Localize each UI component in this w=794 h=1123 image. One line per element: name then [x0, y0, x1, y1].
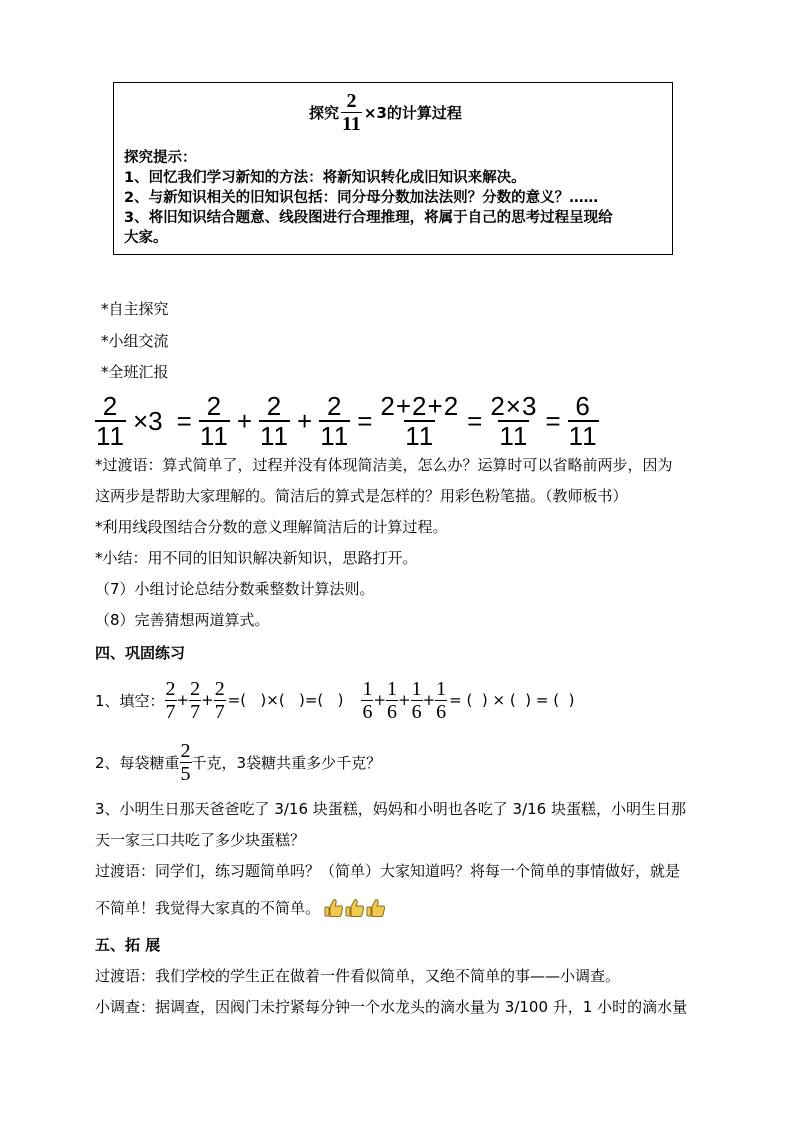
- question-3a: 3、小明生日那天爸爸吃了 3/16 块蛋糕，妈妈和小明也各吃了 3/16 块蛋糕，小明生日那: [95, 800, 686, 818]
- item-7: （7）小组讨论总结分数乘整数计算法则。: [95, 580, 375, 598]
- equals-sign: =: [545, 405, 561, 436]
- q1a-fraction: [214, 679, 226, 722]
- hint-1: 1、回忆我们学习新知的方法：将新知识转化成旧知识来解决。: [124, 170, 526, 186]
- thumbs-up-group: [324, 898, 386, 918]
- hint-title: 探究提示：: [124, 150, 197, 166]
- fraction-denominator: 11: [260, 421, 290, 451]
- fraction-numerator: 2×3: [490, 391, 538, 421]
- formula-fraction-3: [259, 393, 290, 449]
- q2-fraction: [180, 741, 192, 784]
- section-5-heading: 五、拓 展: [95, 936, 161, 954]
- formula-fraction-4: [319, 393, 350, 449]
- q1a-fraction: [189, 679, 201, 722]
- q1b-fraction: [411, 679, 423, 722]
- survey-text: 小调查：据调查，因阀门未拧紧每分钟一个水龙头的滴水量为 3/100 升，1 小时的滴水量: [95, 998, 688, 1016]
- item-8: （8）完善猜想两道算式。: [95, 611, 270, 629]
- fraction-denominator: 7: [190, 700, 201, 723]
- fraction-denominator: 5: [180, 762, 191, 785]
- fraction-numerator: 2: [326, 391, 343, 421]
- fraction-numerator: 2: [206, 391, 223, 421]
- plus-sign: +: [201, 691, 214, 709]
- equals-sign: =: [467, 405, 483, 436]
- fraction-numerator: 2: [165, 677, 176, 700]
- formula-fraction-5: [379, 393, 460, 449]
- fraction-denominator: 11: [96, 421, 125, 451]
- plus-sign: +: [236, 405, 253, 436]
- equals-sign: =: [357, 405, 373, 436]
- box-title-fraction: [341, 91, 362, 134]
- fraction-numerator: 2: [180, 739, 191, 762]
- plus-sign: +: [422, 691, 436, 709]
- fraction-numerator: 2: [266, 391, 283, 421]
- exploration-box: [113, 82, 673, 255]
- q1b-blanks: = ( ) × ( ) = ( ): [449, 691, 575, 709]
- fraction-numerator: 2: [190, 677, 201, 700]
- fraction-denominator: 6: [411, 700, 422, 723]
- transition-2b: 不简单！我觉得大家真的不简单。: [95, 899, 321, 917]
- fraction-numerator: 2: [102, 391, 119, 421]
- line-segment-note: *利用线段图结合分数的意义理解简洁后的计算过程。: [95, 518, 448, 536]
- plus-sign: +: [373, 691, 387, 709]
- transition-1b: 这两步是帮助大家理解的。简洁后的算式是怎样的？用彩色粉笔描。（教师板书）: [95, 487, 628, 505]
- section-5-transition: 过渡语：我们学校的学生正在做着一件看似简单，又绝不简单的事——小调查。: [95, 967, 621, 985]
- q1a-fraction: [165, 679, 177, 722]
- step-self-explore: *自主探究: [101, 300, 169, 318]
- multiplication-formula: [95, 391, 599, 451]
- plus-sign: +: [297, 405, 313, 436]
- hint-3b: 大家。: [124, 230, 168, 246]
- section-4-heading: 四、巩固练习: [95, 644, 186, 662]
- fraction-denominator: 11: [499, 421, 529, 451]
- fraction-numerator: 2+2+2: [380, 391, 460, 421]
- fraction-denominator: 6: [362, 700, 373, 723]
- times-three: ×3: [133, 405, 163, 436]
- fraction-numerator: 2: [214, 677, 225, 700]
- fraction-denominator: 7: [165, 700, 176, 723]
- fraction-numerator: 1: [387, 677, 398, 700]
- thumbs-up-icon: [366, 898, 386, 918]
- q1b-fraction: [386, 679, 398, 722]
- thumbs-up-icon: [345, 898, 365, 918]
- plus-sign: +: [176, 691, 190, 709]
- fraction-numerator: 1: [411, 677, 422, 700]
- fraction-numerator: 1: [436, 677, 447, 700]
- hint-2: 2、与新知识相关的旧知识包括：同分母分数加法法则？分数的意义？……: [124, 190, 599, 206]
- q2-prefix: 2、每袋糖重: [95, 753, 180, 772]
- q1a-blanks: =( )×( )=( ): [227, 691, 344, 709]
- fraction-denominator: 11: [199, 421, 229, 451]
- fraction-denominator: 11: [320, 421, 350, 451]
- formula-fraction-1: [95, 393, 126, 449]
- summary-note: *小结：用不同的旧知识解决新知识，思路打开。: [95, 549, 418, 567]
- fraction-numerator: 2: [346, 90, 357, 112]
- box-title-prefix: 探究: [309, 104, 340, 122]
- fraction-denominator: 6: [436, 700, 447, 723]
- formula-fraction-2: [199, 393, 230, 449]
- formula-fraction-7: [568, 393, 599, 449]
- question-1: [95, 676, 574, 724]
- q2-suffix: 千克，3袋糖共重多少千克？: [191, 753, 382, 772]
- step-group-exchange: *小组交流: [101, 332, 169, 350]
- transition-2a: 过渡语：同学们，练习题简单吗？（简单）大家知道吗？将每一个简单的事情做好，就是: [95, 862, 681, 880]
- fraction-denominator: 6: [387, 700, 398, 723]
- q1b-fraction: [435, 679, 447, 722]
- fraction-denominator: 7: [214, 700, 225, 723]
- box-title-suffix: ×3的计算过程: [363, 104, 462, 122]
- fraction-denominator: 11: [405, 421, 435, 451]
- transition-1a: *过渡语：算式简单了，过程并没有体现简洁美，怎么办？运算时可以省略前两步，因为: [95, 456, 673, 474]
- q1-label: 1、填空：: [95, 691, 165, 710]
- plus-sign: +: [398, 691, 411, 709]
- fraction-numerator: 6: [575, 391, 591, 421]
- q1b-fraction: [361, 679, 373, 722]
- fraction-numerator: 1: [362, 677, 373, 700]
- formula-fraction-6: [489, 393, 538, 449]
- step-class-report: *全班汇报: [101, 363, 169, 381]
- hint-3a: 3、将旧知识结合题意、线段图进行合理推理，将属于自己的思考过程呈现给: [124, 210, 613, 226]
- fraction-denominator: 11: [342, 113, 361, 135]
- question-3b: 天一家三口共吃了多少块蛋糕？: [95, 831, 306, 849]
- fraction-denominator: 11: [568, 421, 598, 451]
- question-2: [95, 738, 381, 786]
- transition-2b-row: [95, 898, 386, 918]
- box-title: [309, 91, 462, 134]
- equals-sign: =: [176, 405, 192, 436]
- thumbs-up-icon: [324, 898, 344, 918]
